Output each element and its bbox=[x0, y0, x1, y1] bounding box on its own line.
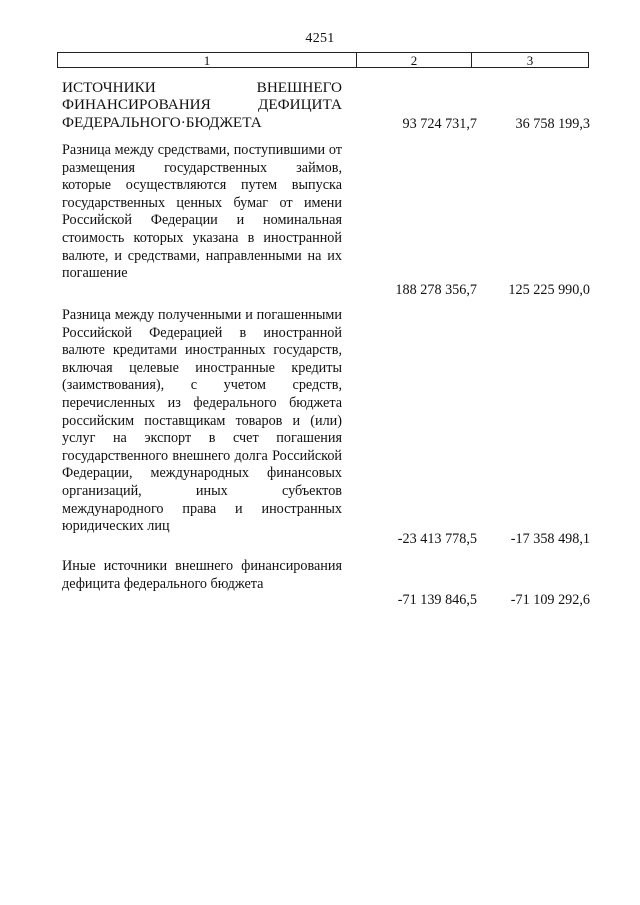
page-number: 4251 bbox=[305, 31, 335, 46]
table-row bbox=[62, 79, 592, 135]
table-row bbox=[62, 142, 592, 302]
row-value-col2: 93 724 731,7 bbox=[402, 116, 477, 132]
row-value-col3: -17 358 498,1 bbox=[510, 531, 590, 547]
header-col-1: 1 bbox=[58, 53, 357, 67]
row-value-col3: 36 758 199,3 bbox=[515, 116, 590, 132]
row-value-col2: -23 413 778,5 bbox=[397, 531, 477, 547]
table-row bbox=[62, 558, 592, 614]
header-col-2: 2 bbox=[357, 53, 472, 67]
row-label: ИСТОЧНИКИ ВНЕШНЕГО ФИНАНСИРОВАНИЯ ДЕФИЦИТА ФЕДЕРАЛЬНОГО·БЮДЖЕТА bbox=[62, 79, 342, 131]
row-label: Разница между средствами, поступившими от размещения государственных займов, которые осуществляются путем выпуска государственных ценных бумаг от имени Российской Федерации и номинальная стоимость которых указана в иностранной валюте, и средствами, направленными на их погашение bbox=[62, 142, 342, 282]
header-col-3: 3 bbox=[526, 52, 534, 68]
row-value-col3: 125 225 990,0 bbox=[508, 282, 590, 298]
row-label: Иные источники внешнего финансирования дефицита федерального бюджета bbox=[62, 558, 342, 592]
row-value-col2: 188 278 356,7 bbox=[395, 282, 477, 298]
row-label: Разница между полученными и погашенными Российской Федерацией в иностранной валюте кредитами иностранных государств, включая целевые иностранные кредиты (заимствования), с учетом средств, перечисленных из федерального бюджета российским поставщикам товаров и (или) услуг на экспорт в счет погашения государственного внешнего долга Российской Федерации, международных финансовых организаций, иных субъектов международного права и иностранных юридических лиц bbox=[62, 307, 342, 535]
table-row bbox=[62, 307, 592, 552]
row-value-col3: -71 109 292,6 bbox=[510, 592, 590, 608]
row-value-col2: -71 139 846,5 bbox=[397, 592, 477, 608]
table-header-row bbox=[57, 52, 589, 68]
